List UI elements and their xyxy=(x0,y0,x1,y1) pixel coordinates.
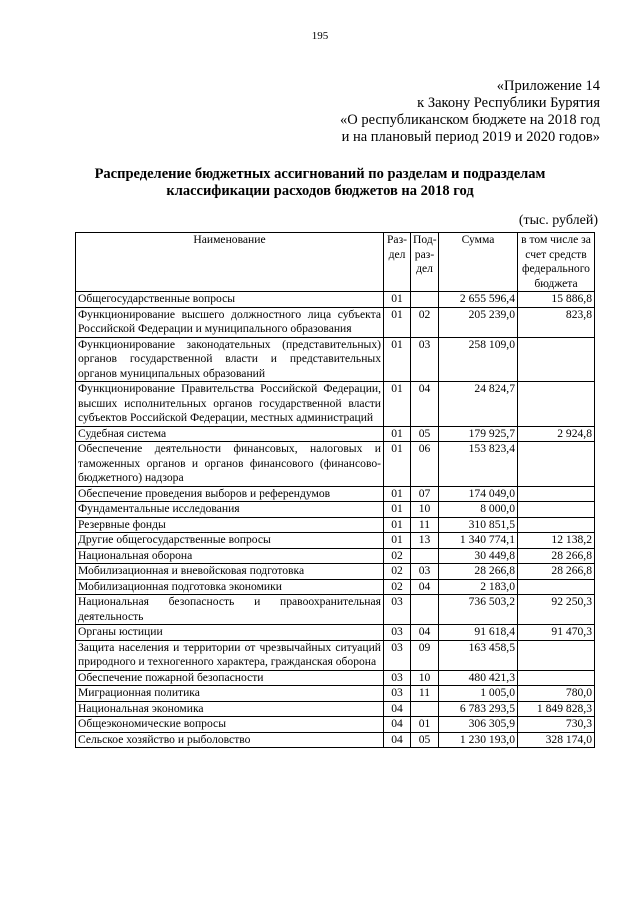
cell-subsection: 04 xyxy=(411,382,439,427)
cell-federal xyxy=(518,640,595,670)
appendix-line: и на плановый период 2019 и 2020 годов» xyxy=(341,129,600,145)
cell-federal: 1 849 828,3 xyxy=(518,701,595,717)
table-row xyxy=(76,732,595,748)
table-row xyxy=(76,442,595,487)
table-row xyxy=(76,548,595,564)
cell-subsection: 07 xyxy=(411,486,439,502)
cell-subsection: 05 xyxy=(411,426,439,442)
cell-sum: 24 824,7 xyxy=(439,382,518,427)
cell-sum: 6 783 293,5 xyxy=(439,701,518,717)
header-name: Наименование xyxy=(76,233,384,292)
cell-section: 04 xyxy=(384,701,411,717)
table-row xyxy=(76,307,595,337)
cell-section: 03 xyxy=(384,595,411,625)
table-row xyxy=(76,564,595,580)
cell-subsection xyxy=(411,292,439,308)
cell-federal xyxy=(518,382,595,427)
cell-name: Обеспечение деятельности финансовых, налоговых и таможенных органов и органов финансового (финансово-бюджетного) надзора xyxy=(76,442,384,487)
table-row xyxy=(76,640,595,670)
cell-section: 03 xyxy=(384,686,411,702)
appendix-line: «Приложение 14 xyxy=(496,78,600,94)
cell-sum: 28 266,8 xyxy=(439,564,518,580)
cell-sum: 480 421,3 xyxy=(439,670,518,686)
budget-table xyxy=(75,232,595,748)
cell-section: 03 xyxy=(384,625,411,641)
cell-section: 03 xyxy=(384,670,411,686)
cell-federal: 92 250,3 xyxy=(518,595,595,625)
cell-name: Сельское хозяйство и рыболовство xyxy=(76,732,384,748)
cell-section: 01 xyxy=(384,426,411,442)
cell-sum: 1 230 193,0 xyxy=(439,732,518,748)
cell-sum: 163 458,5 xyxy=(439,640,518,670)
cell-subsection: 03 xyxy=(411,337,439,382)
cell-subsection: 04 xyxy=(411,579,439,595)
cell-subsection xyxy=(411,548,439,564)
cell-federal xyxy=(518,670,595,686)
cell-federal: 91 470,3 xyxy=(518,625,595,641)
header-federal: в том числе за счет средств федерального бюджета xyxy=(518,233,595,292)
cell-name: Национальная экономика xyxy=(76,701,384,717)
table-row xyxy=(76,517,595,533)
cell-subsection: 01 xyxy=(411,717,439,733)
cell-section: 01 xyxy=(384,307,411,337)
cell-federal xyxy=(518,442,595,487)
header-section: Раз-дел xyxy=(384,233,411,292)
cell-subsection: 11 xyxy=(411,517,439,533)
cell-name: Национальная оборона xyxy=(76,548,384,564)
cell-sum: 1 005,0 xyxy=(439,686,518,702)
cell-sum: 306 305,9 xyxy=(439,717,518,733)
header-sum: Сумма xyxy=(439,233,518,292)
cell-federal xyxy=(518,337,595,382)
table-row xyxy=(76,595,595,625)
table-row xyxy=(76,625,595,641)
cell-federal: 2 924,8 xyxy=(518,426,595,442)
page-number: 195 xyxy=(311,30,329,42)
cell-sum: 174 049,0 xyxy=(439,486,518,502)
cell-name: Общеэкономические вопросы xyxy=(76,717,384,733)
cell-name: Функционирование высшего должностного лица субъекта Российской Федерации и муниципального образования xyxy=(76,307,384,337)
table-row xyxy=(76,717,595,733)
cell-subsection: 05 xyxy=(411,732,439,748)
cell-subsection: 11 xyxy=(411,686,439,702)
cell-subsection: 04 xyxy=(411,625,439,641)
appendix-line: к Закону Республики Бурятия xyxy=(417,95,600,111)
cell-section: 04 xyxy=(384,717,411,733)
cell-name: Другие общегосударственные вопросы xyxy=(76,533,384,549)
cell-name: Функционирование законодательных (представительных) органов государственной власти и представительных органов муниципальных образований xyxy=(76,337,384,382)
cell-section: 02 xyxy=(384,548,411,564)
cell-name: Обеспечение проведения выборов и референдумов xyxy=(76,486,384,502)
cell-name: Общегосударственные вопросы xyxy=(76,292,384,308)
cell-sum: 205 239,0 xyxy=(439,307,518,337)
cell-subsection xyxy=(411,595,439,625)
cell-federal xyxy=(518,517,595,533)
cell-name: Защита населения и территории от чрезвычайных ситуаций природного и техногенного характера, гражданская оборона xyxy=(76,640,384,670)
cell-section: 01 xyxy=(384,502,411,518)
cell-section: 01 xyxy=(384,382,411,427)
document-title xyxy=(60,166,580,200)
cell-subsection: 10 xyxy=(411,502,439,518)
title-line: классификации расходов бюджетов на 2018 год xyxy=(166,183,474,199)
cell-name: Функционирование Правительства Российской Федерации, высших исполнительных органов государственной власти субъектов Российской Федерации, местных администраций xyxy=(76,382,384,427)
cell-name: Национальная безопасность и правоохранительная деятельность xyxy=(76,595,384,625)
appendix-line: «О республиканском бюджете на 2018 год xyxy=(340,112,600,128)
cell-section: 01 xyxy=(384,517,411,533)
cell-subsection: 06 xyxy=(411,442,439,487)
cell-sum: 2 183,0 xyxy=(439,579,518,595)
header-subsection: Под-раз-дел xyxy=(411,233,439,292)
cell-name: Миграционная политика xyxy=(76,686,384,702)
cell-sum: 8 000,0 xyxy=(439,502,518,518)
title-line: Распределение бюджетных ассигнований по разделам и подразделам xyxy=(94,166,546,182)
cell-section: 01 xyxy=(384,337,411,382)
table-header-row xyxy=(76,233,595,292)
cell-subsection xyxy=(411,701,439,717)
cell-section: 01 xyxy=(384,533,411,549)
cell-federal: 28 266,8 xyxy=(518,564,595,580)
table-row xyxy=(76,670,595,686)
table-row xyxy=(76,486,595,502)
cell-name: Мобилизационная и вневойсковая подготовка xyxy=(76,564,384,580)
cell-federal: 328 174,0 xyxy=(518,732,595,748)
cell-sum: 310 851,5 xyxy=(439,517,518,533)
cell-sum: 179 925,7 xyxy=(439,426,518,442)
cell-section: 02 xyxy=(384,579,411,595)
cell-federal xyxy=(518,579,595,595)
cell-section: 03 xyxy=(384,640,411,670)
cell-sum: 2 655 596,4 xyxy=(439,292,518,308)
cell-sum: 736 503,2 xyxy=(439,595,518,625)
cell-name: Органы юстиции xyxy=(76,625,384,641)
cell-subsection: 13 xyxy=(411,533,439,549)
cell-section: 01 xyxy=(384,292,411,308)
cell-subsection: 03 xyxy=(411,564,439,580)
cell-section: 04 xyxy=(384,732,411,748)
table-row xyxy=(76,686,595,702)
table-row xyxy=(76,426,595,442)
cell-sum: 91 618,4 xyxy=(439,625,518,641)
cell-name: Фундаментальные исследования xyxy=(76,502,384,518)
units-label: (тыс. рублей) xyxy=(518,213,598,228)
cell-federal: 780,0 xyxy=(518,686,595,702)
table-row xyxy=(76,579,595,595)
cell-section: 02 xyxy=(384,564,411,580)
cell-name: Мобилизационная подготовка экономики xyxy=(76,579,384,595)
cell-subsection: 02 xyxy=(411,307,439,337)
cell-sum: 258 109,0 xyxy=(439,337,518,382)
cell-subsection: 09 xyxy=(411,640,439,670)
cell-federal xyxy=(518,502,595,518)
cell-name: Обеспечение пожарной безопасности xyxy=(76,670,384,686)
cell-federal: 28 266,8 xyxy=(518,548,595,564)
table-row xyxy=(76,701,595,717)
table-row xyxy=(76,533,595,549)
cell-sum: 30 449,8 xyxy=(439,548,518,564)
cell-subsection: 10 xyxy=(411,670,439,686)
table-row xyxy=(76,502,595,518)
table-row xyxy=(76,382,595,427)
cell-sum: 1 340 774,1 xyxy=(439,533,518,549)
cell-name: Судебная система xyxy=(76,426,384,442)
table-row xyxy=(76,337,595,382)
cell-federal: 730,3 xyxy=(518,717,595,733)
cell-federal: 12 138,2 xyxy=(518,533,595,549)
table-body xyxy=(76,292,595,748)
cell-federal xyxy=(518,486,595,502)
table-row xyxy=(76,292,595,308)
cell-sum: 153 823,4 xyxy=(439,442,518,487)
cell-federal: 15 886,8 xyxy=(518,292,595,308)
cell-federal: 823,8 xyxy=(518,307,595,337)
cell-name: Резервные фонды xyxy=(76,517,384,533)
appendix-note xyxy=(340,78,600,146)
cell-section: 01 xyxy=(384,486,411,502)
cell-section: 01 xyxy=(384,442,411,487)
